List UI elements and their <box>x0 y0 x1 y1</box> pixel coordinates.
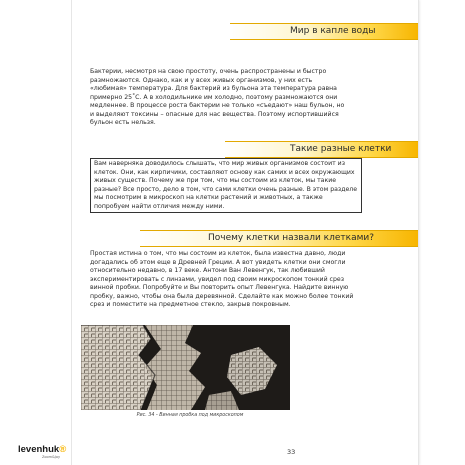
brand-logo <box>18 444 66 455</box>
section-title: Такие разные клетки <box>290 144 392 154</box>
brand-logo-sub: Zoom&Joy <box>42 455 61 459</box>
section-title: Мир в капле воды <box>290 26 376 36</box>
section-paragraph: Бактерии, несмотря на свою простоту, очень распространены и быстро размножаются. Однако, как и у всех живых организмов, у них есть «любимая» температура. Для бактерий из бульона эта температура равна примерно 25˚С. А в холодильнике им холодно, поэтому размножаются они медленнее. В процессе роста бактерии не только «съедают» наш бульон, но и выделяют токсины – опасные для нас вещества. Поэтому испортившийся бульон есть нельзя. <box>90 68 345 126</box>
section-paragraph: Простая истина о том, что мы состоим из клеток, была известна давно, люди догадались об этом еще в Древней Греции. А вот увидеть клетки они смогли относительно недавно, в 17 веке. Антони Ван Левенгук, так любивший экспериментировать с линзами, увидел под своим микроскопом тонкий срез винной пробки. Попробуйте и Вы повторить опыт Левенгука. Найдите винную пробку, важно, чтобы она была деревянной. Сделайте как можно более тонкий срез и поместите на предметное стекло, закрыв покровным. <box>90 250 354 308</box>
cork-micrograph-illustration <box>81 325 290 410</box>
section-title: Почему клетки назвали клетками? <box>208 233 375 243</box>
section-header-bar <box>225 141 418 158</box>
section-paragraph-boxed: Вам наверняка доводилось слышать, что мир живых организмов состоит из клеток. Они, как кирпичики, составляют основу как самих и всех окружающих живых существ. Почему же при том, что мы состоим из клеток, мы такие разные? Все просто, дело в том, что сами клетки очень разные. В этом разделе мы посмотрим в микроскоп на клетки растений и животных, а также попробуем найти отличия между ними. <box>90 158 362 213</box>
cork-micrograph-image <box>81 325 290 410</box>
brand-logo-text: levenhuk <box>18 444 60 455</box>
brand-logo-mark: ® <box>59 444 67 455</box>
section-header-bar <box>140 230 418 247</box>
page-number: 33 <box>287 448 296 456</box>
section-header-bar <box>230 23 418 40</box>
figure-caption: Рис. 34 - Винная пробка под микроскопом <box>136 413 244 418</box>
